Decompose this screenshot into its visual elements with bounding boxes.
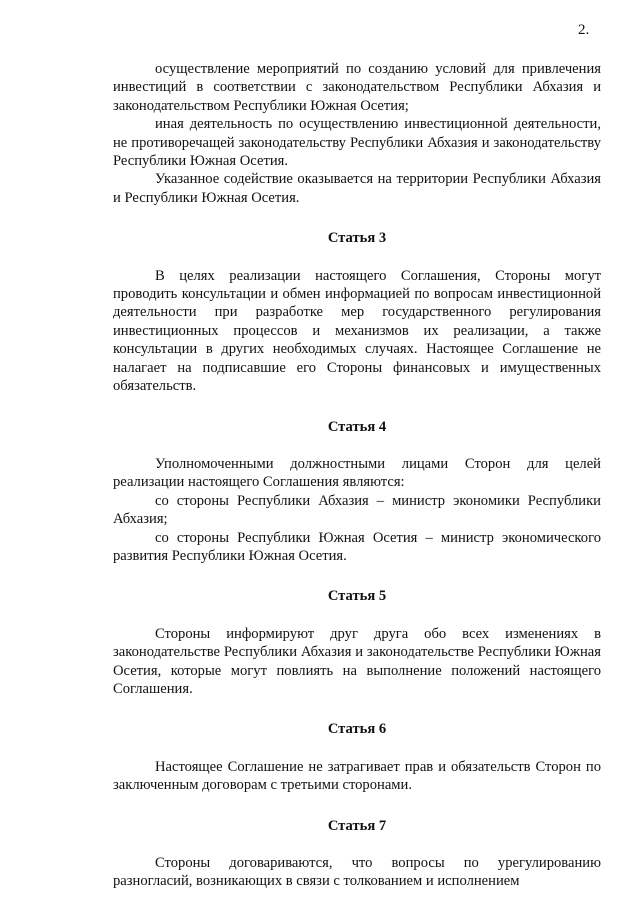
article-4-heading: Статья 4	[327, 418, 387, 435]
document-body	[113, 60, 601, 891]
article-3-heading: Статья 3	[327, 230, 387, 247]
paragraph-territory: Указанное содействие оказывается на территории Республики Абхазия и Республики Южная Осетия.	[113, 171, 601, 206]
article-4-paragraph-abkhazia: со стороны Республики Абхазия – министр экономики Республики Абхазия;	[113, 492, 601, 528]
page-number: 2.	[578, 22, 590, 38]
article-7-heading: Статья 7	[327, 817, 387, 834]
paragraph-investment-conditions: осуществление мероприятий по созданию условий для привлечения инвестиций в соответствии с законодательством Республики Абхазия и законодательством Республики Южная Осетия;	[113, 61, 601, 114]
article-3-paragraph: В целях реализации настоящего Соглашения, Стороны могут проводить консультации и обмен информацией по вопросам инвестиционной деятельности при разработке мер государственного регулирования инвестиционных процессов и механизмов их реализации, а также консультации в других необходимых случаях. Настоящее Соглашение не налагает на подписавшие его Стороны финансовых и имущественных обязательств.	[113, 267, 601, 395]
article-6-heading: Статья 6	[327, 721, 387, 738]
article-4-paragraph-south-ossetia: со стороны Республики Южная Осетия – министр экономического развития Республики Южная Осетия.	[113, 529, 601, 564]
paragraph-other-activity: иная деятельность по осуществлению инвестиционной деятельности, не противоречащей законодательству Республики Абхазия и законодательству Республики Южная Осетия.	[113, 116, 601, 170]
article-7-paragraph: Стороны договариваются, что вопросы по урегулированию разногласий, возникающих в связи с толкованием и исполнением	[113, 855, 601, 890]
article-6-paragraph: Настоящее Соглашение не затрагивает прав и обязательств Сторон по заключенным договорам с третьими сторонами.	[113, 758, 601, 794]
article-5-paragraph: Стороны информируют друг друга обо всех изменениях в законодательстве Республики Абхазия и законодательстве Республики Южная Осетия, которые могут повлиять на выполнение положений настоящего Соглашения.	[113, 625, 601, 697]
article-5-heading: Статья 5	[327, 588, 387, 605]
article-4-paragraph-intro: Уполномоченными должностными лицами Сторон для целей реализации настоящего Соглашения являются:	[113, 455, 601, 491]
